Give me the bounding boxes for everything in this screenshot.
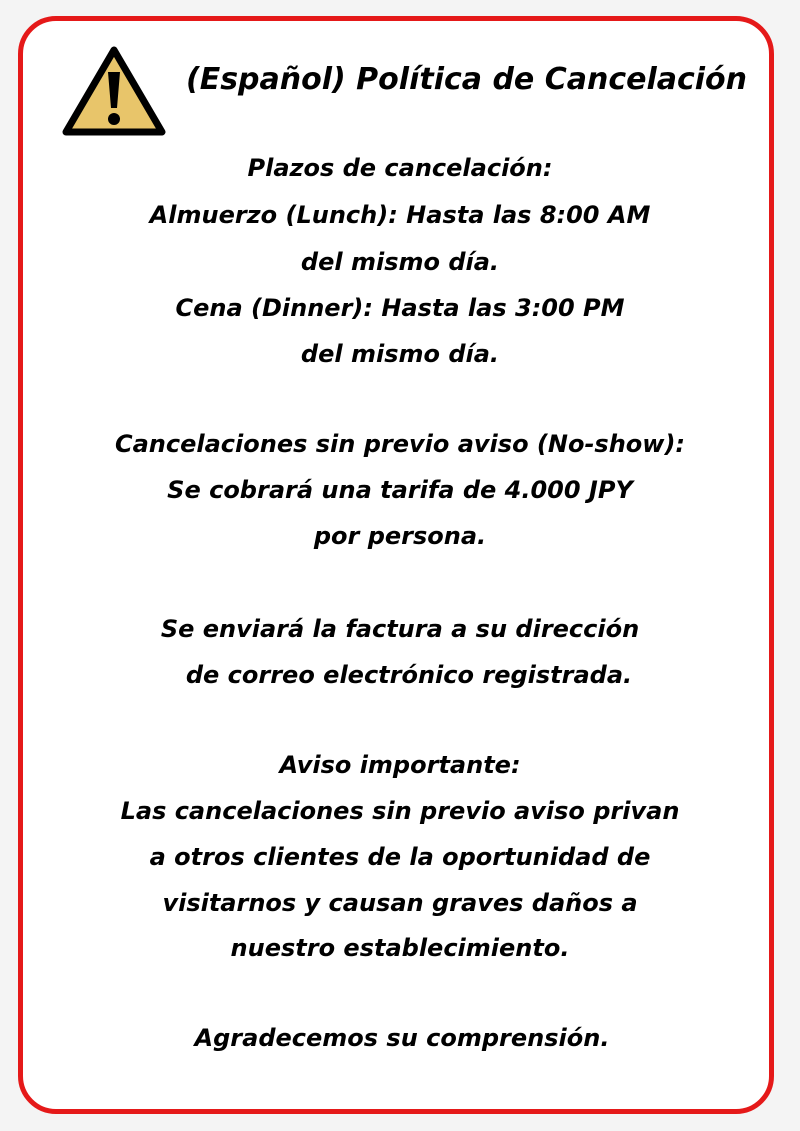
important-heading: Aviso importante:	[279, 751, 521, 779]
dinner-deadline-line2: del mismo día.	[300, 340, 500, 368]
warning-triangle-icon	[58, 42, 170, 140]
important-line4: nuestro establecimiento.	[230, 934, 570, 962]
important-line1: Las cancelaciones sin previo aviso privan	[120, 797, 680, 825]
lunch-deadline-line1: Almuerzo (Lunch): Hasta las 8:00 AM	[149, 201, 651, 229]
important-line3: visitarnos y causan graves daños a	[162, 889, 638, 917]
page-title: (Español) Política de Cancelación	[186, 62, 748, 97]
no-show-fee-line1: Se cobrará una tarifa de 4.000 JPY	[167, 476, 633, 504]
invoice-line2: de correo electrónico registrada.	[185, 661, 633, 689]
deadlines-heading: Plazos de cancelación:	[247, 154, 553, 182]
invoice-line1: Se enviará la factura a su dirección	[160, 615, 640, 643]
no-show-heading: Cancelaciones sin previo aviso (No-show):	[114, 430, 686, 458]
important-line2: a otros clientes de la oportunidad de	[149, 843, 651, 871]
closing-message: Agradecemos su comprensión.	[194, 1024, 610, 1052]
no-show-fee-line2: por persona.	[313, 522, 487, 550]
lunch-deadline-line2: del mismo día.	[300, 248, 500, 276]
dinner-deadline-line1: Cena (Dinner): Hasta las 3:00 PM	[175, 294, 625, 322]
